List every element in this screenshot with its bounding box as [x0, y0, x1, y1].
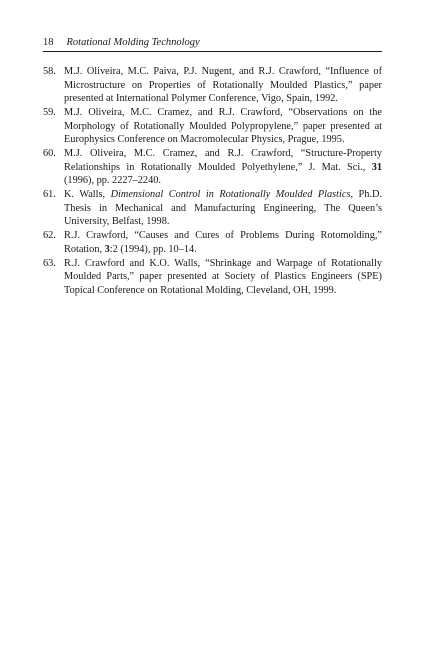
reference-text: R.J. Crawford and K.O. Walls, “Shrinkage and Warpage of Rotationally Moulded Parts,” paper presented at Society of Plastics Engineers (SPE) Topical Conference on Rotational Molding, Cleveland, OH, 1999.: [64, 257, 382, 296]
reference-title: Dimensional Control in Rotationally Moulded Plastics: [110, 189, 351, 201]
reference-number: 59.: [43, 107, 56, 119]
reference-text: M.J. Oliveira, M.C. Paiva, P.J. Nugent, and R.J. Crawford, “Influence of Microstructure on Properties of Rotationally Moulded Plastics,” paper presented at International Polymer Conference, Vigo, Spain, 1992.: [64, 66, 382, 104]
reference-text: R.J. Crawford, “Causes and Cures of Problems During Rotomolding,” Rotation,: [64, 230, 382, 255]
reference-number: 58.: [43, 66, 56, 77]
reference-number: 62.: [43, 230, 56, 242]
reference-item: [43, 229, 382, 256]
reference-volume: 3: [104, 243, 110, 255]
reference-item: [43, 65, 382, 106]
reference-number: 61.: [43, 189, 56, 201]
reference-text: M.J. Oliveira, M.C. Cramez, and R.J. Crawford, “Observations on the Morphology of Rotationally Moulded Polypropylene,” paper presented at Europhysics Conference on Macromolecular Physics, Prague, 1995.: [64, 107, 382, 146]
reference-item: [43, 257, 382, 298]
running-title: Rotational Molding Technology: [66, 37, 200, 48]
reference-item: [43, 147, 382, 188]
reference-number: 63.: [43, 257, 56, 269]
reference-text-tail: :2 (1994), pp. 10–14.: [109, 243, 197, 255]
reference-text: K. Walls,: [64, 189, 111, 201]
reference-list: [43, 65, 382, 298]
reference-volume: 31: [371, 161, 382, 173]
reference-item: [43, 188, 382, 229]
reference-number: 60.: [43, 148, 56, 160]
reference-item: [43, 106, 382, 147]
page-number: 18: [43, 37, 54, 48]
running-head: [43, 36, 382, 50]
reference-text: M.J. Oliveira, M.C. Cramez, and R.J. Crawford, “Structure-Property Relationships in Rotationally Moulded Polyethylene,” J. Mat. Sci.,: [64, 148, 382, 173]
header-rule: [43, 51, 382, 52]
reference-text-tail: (1996), pp. 2227–2240.: [64, 175, 161, 187]
reference-text-tail: , Ph.D. Thesis in Mechanical and Manufacturing Engineering, The Queen’s University, Belfast, 1998.: [64, 189, 383, 228]
